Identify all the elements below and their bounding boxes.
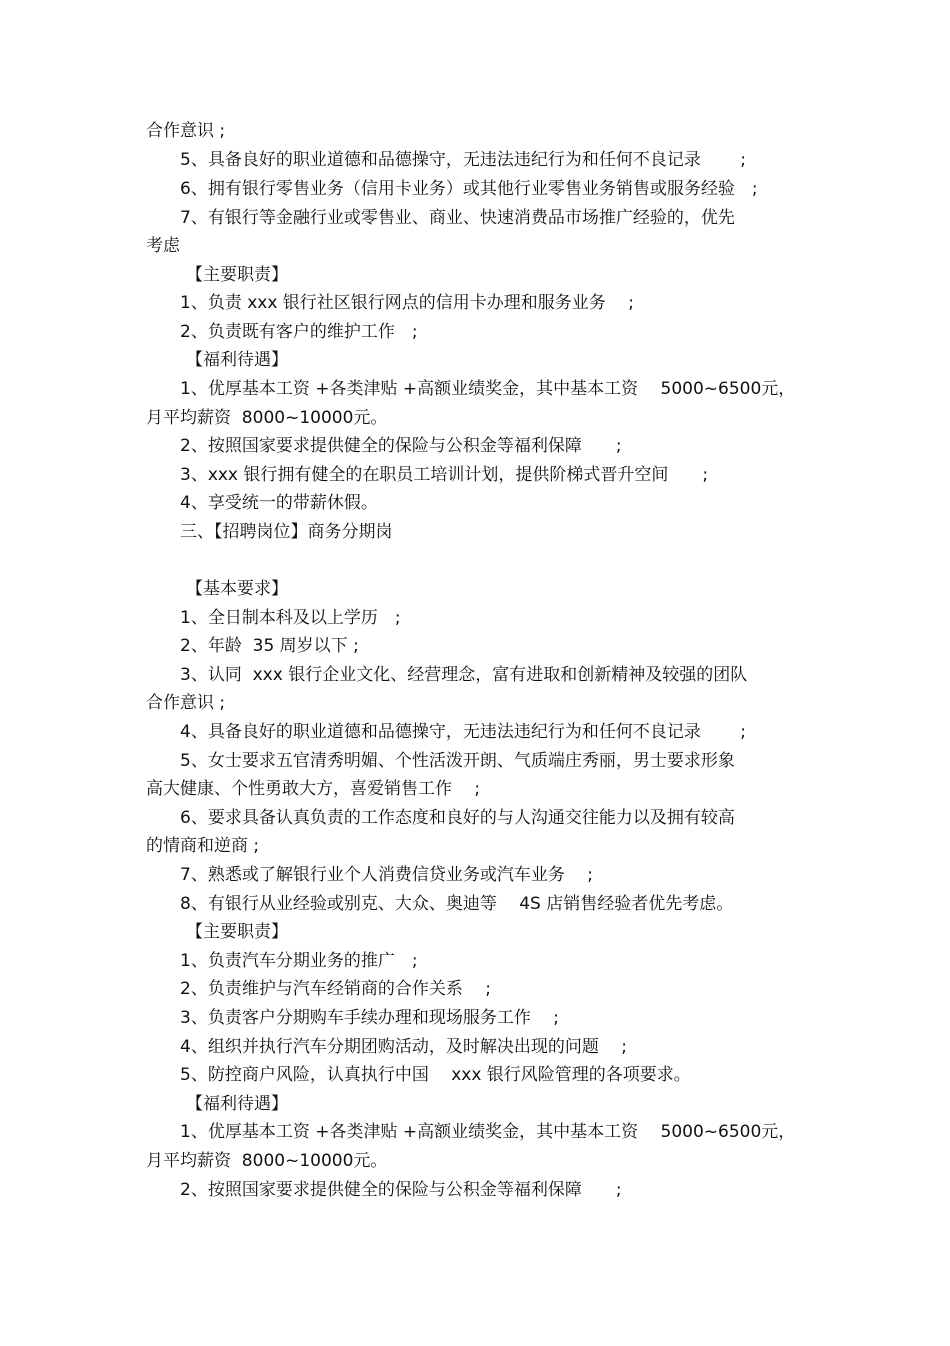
text-line: 1、负责汽车分期业务的推广 ; [180, 951, 418, 971]
text-line: 6、要求具备认真负责的工作态度和良好的与人沟通交往能力以及拥有较高 [180, 808, 735, 828]
text-line: 6、拥有银行零售业务（信用卡业务）或其他行业零售业务销售或服务经验 ; [180, 179, 758, 199]
text-line: 1、优厚基本工资 +各类津贴 +高额业绩奖金，其中基本工资 5000~6500元， [180, 1122, 796, 1142]
section-heading: 【主要职责】 [186, 922, 288, 942]
text-line: 4、组织并执行汽车分期团购活动，及时解决出现的问题 ; [180, 1037, 627, 1057]
section-heading: 【福利待遇】 [186, 350, 288, 370]
section-heading: 【基本要求】 [186, 579, 288, 599]
text-line: 3、xxx 银行拥有健全的在职员工培训计划，提供阶梯式晋升空间 ; [180, 465, 709, 485]
text-line: 5、防控商户风险，认真执行中国 xxx 银行风险管理的各项要求。 [180, 1065, 691, 1085]
text-line: 7、有银行等金融行业或零售业、商业、快速消费品市场推广经验的，优先 [180, 208, 735, 228]
text-line: 5、女士要求五官清秀明媚、个性活泼开朗、气质端庄秀丽，男士要求形象 [180, 751, 735, 771]
section-heading: 【福利待遇】 [186, 1094, 288, 1114]
text-line: 7、熟悉或了解银行业个人消费信贷业务或汽车业务 ; [180, 865, 593, 885]
text-line: 2、按照国家要求提供健全的保险与公积金等福利保障 ; [180, 436, 622, 456]
text-line: 5、具备良好的职业道德和品德操守，无违法违纪行为和任何不良记录 ; [180, 150, 746, 170]
text-line: 合作意识 ; [146, 121, 226, 141]
text-line: 1、优厚基本工资 +各类津贴 +高额业绩奖金，其中基本工资 5000~6500元， [180, 379, 796, 399]
text-line: 的情商和逆商 ; [146, 836, 260, 856]
text-line: 合作意识 ; [146, 693, 226, 713]
text-line: 2、年龄 35 周岁以下 ; [180, 636, 359, 656]
text-line: 1、全日制本科及以上学历 ; [180, 608, 401, 628]
text-line: 月平均薪资 8000~10000元。 [146, 408, 388, 428]
text-line: 考虑 [146, 236, 180, 256]
text-line: 4、享受统一的带薪休假。 [180, 493, 378, 513]
text-line: 高大健康、个性勇敢大方，喜爱销售工作 ; [146, 779, 481, 799]
text-line: 2、按照国家要求提供健全的保险与公积金等福利保障 ; [180, 1180, 622, 1200]
section-heading: 【主要职责】 [186, 265, 288, 285]
text-line: 8、有银行从业经验或别克、大众、奥迪等 4S 店销售经验者优先考虑。 [180, 894, 734, 914]
text-line: 3、认同 xxx 银行企业文化、经营理念，富有进取和创新精神及较强的团队 [180, 665, 748, 685]
section-title: 三、【招聘岗位】商务分期岗 [180, 522, 393, 542]
text-line: 3、负责客户分期购车手续办理和现场服务工作 ; [180, 1008, 559, 1028]
text-line: 4、具备良好的职业道德和品德操守，无违法违纪行为和任何不良记录 ; [180, 722, 746, 742]
text-line: 2、负责维护与汽车经销商的合作关系 ; [180, 979, 491, 999]
text-line: 1、负责 xxx 银行社区银行网点的信用卡办理和服务业务 ; [180, 293, 634, 313]
text-line: 月平均薪资 8000~10000元。 [146, 1151, 388, 1171]
text-line: 2、负责既有客户的维护工作 ; [180, 322, 418, 342]
